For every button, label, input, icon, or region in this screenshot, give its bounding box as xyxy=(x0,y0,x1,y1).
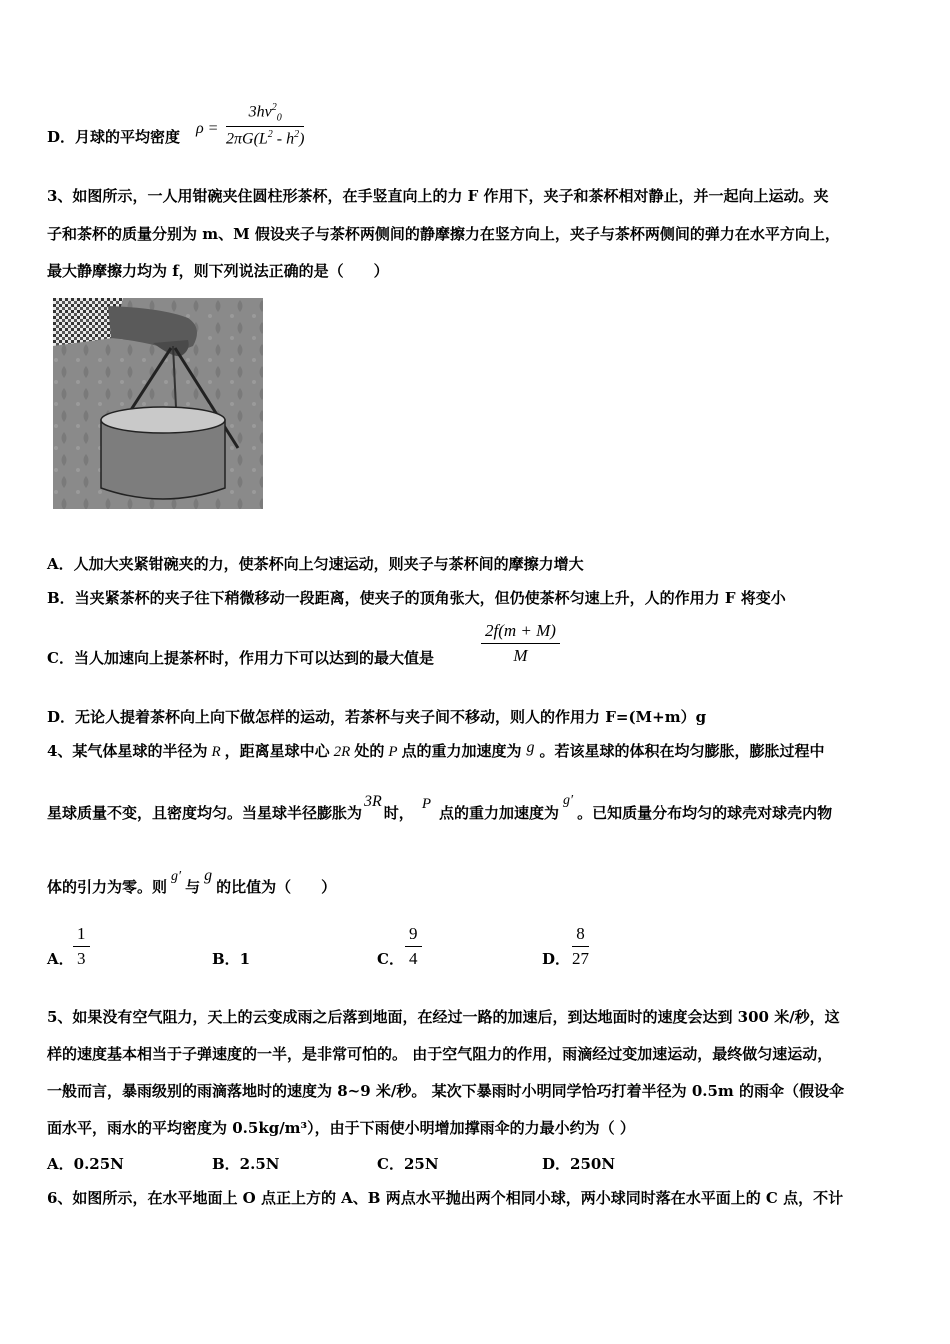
q5-option-a: A．0.25N xyxy=(47,1155,124,1173)
q3-option-c-denominator: M xyxy=(513,646,528,665)
q5-stem-line1: 5、如果没有空气阻力，天上的云变成雨之后落到地面，在经过一路的加速后，到达地面时的速度会达到 300 米/秒，这 xyxy=(47,1008,840,1026)
q3-option-a: A．人加大夹紧钳碗夹的力，使茶杯向上匀速运动，则夹子与茶杯间的摩擦力增大 xyxy=(47,555,584,573)
q5-stem-line3: 一般而言，暴雨级别的雨滴落地时的速度为 8~9 米/秒。 某次下暴雨时小明同学恰巧打着半径为 0.5m 的雨伞（假设伞 xyxy=(47,1082,845,1100)
q2-option-d-label: D．月球的平均密度 xyxy=(47,128,181,146)
q4-option-c-fraction: $\frac{9}{4}$ xyxy=(405,924,422,969)
q5-option-c: C．25N xyxy=(377,1155,439,1173)
q3-stem-line3: 最大静摩擦力均为 f，则下列说法正确的是（ ） xyxy=(47,262,389,280)
q4-option-d-label: D． xyxy=(542,950,571,968)
q4-stem-line1: 4、某气体星球的半径为 R ，距离星球中心 2R 处的 P 点的重力加速度为 g 。若该星球的体积在均匀膨胀，膨胀过程中 xyxy=(47,739,825,760)
q3-option-b: B．当夹紧茶杯的夹子往下稍微移动一段距离，使夹子的顶角张大，但仍使茶杯匀速上升，人的作用力 F 将变小 xyxy=(47,589,786,607)
q2-density-fraction xyxy=(226,102,304,148)
q2-rho-symbol: ρ = xyxy=(196,120,219,137)
q3-option-c-fraction xyxy=(481,621,560,666)
q2-density-denominator: $2\pi G(L^2 - h^2)$ xyxy=(226,128,305,147)
q2-option-d xyxy=(47,127,180,147)
q4-stem-line3: 体的引力为零。则g′与g的比值为（ ） xyxy=(47,867,337,896)
q3-stem-line1: 3、如图所示，一人用钳碗夹住圆柱形茶杯，在手竖直向上的力 F 作用下，夹子和茶杯相对静止，并一起向上运动。夹 xyxy=(47,187,829,205)
q4-option-a-fraction: $\frac{1}{3}$ xyxy=(73,924,90,969)
q5-stem-line4: 面水平，雨水的平均密度为 0.5kg/m³），由于下雨使小明增加撑雨伞的力最小约为（ ） xyxy=(47,1119,635,1137)
q3-option-d: D．无论人提着茶杯向上向下做怎样的运动，若茶杯与夹子间不移动，则人的作用力 F=(M+m）g xyxy=(47,708,707,726)
q3-stem-line2: 子和茶杯的质量分别为 m、M 假设夹子与茶杯两侧间的静摩擦力在竖方向上，夹子与茶杯两侧间的弹力在水平方向上， xyxy=(47,225,840,243)
q3-option-c: C．当人加速向上提茶杯时，作用力下可以达到的最大值是 xyxy=(47,649,434,667)
q6-stem-line1: 6、如图所示，在水平地面上 O 点正上方的 A、B 两点水平抛出两个相同小球，两小球同时落在水平面上的 C 点，不计 xyxy=(47,1189,844,1207)
q5-option-b: B．2.5N xyxy=(212,1155,280,1173)
q3-option-c-numerator: 2f(m + M) xyxy=(481,621,560,644)
q5-option-d: D．250N xyxy=(542,1155,616,1173)
q5-stem-line2: 样的速度基本相当于子弹速度的一半，是非常可怕的。 由于空气阻力的作用，雨滴经过变加速运动，最终做匀速运动， xyxy=(47,1045,833,1063)
q3-photo-cup-and-clamp xyxy=(53,298,263,509)
q4-option-b: B．1 xyxy=(212,950,251,968)
q4-option-d-fraction: $\frac{8}{27}$ xyxy=(572,924,589,968)
q4-option-c-label: C． xyxy=(377,950,404,968)
q4-option-a-label: A． xyxy=(47,950,74,968)
q4-stem-line2: 星球质量不变，且密度均匀。当星球半径膨胀为3R时， P 点的重力加速度为g′。已知质量分布均匀的球壳对球壳内物 xyxy=(47,793,833,822)
q2-density-numerator: $3hv^2_0$ xyxy=(226,102,304,127)
